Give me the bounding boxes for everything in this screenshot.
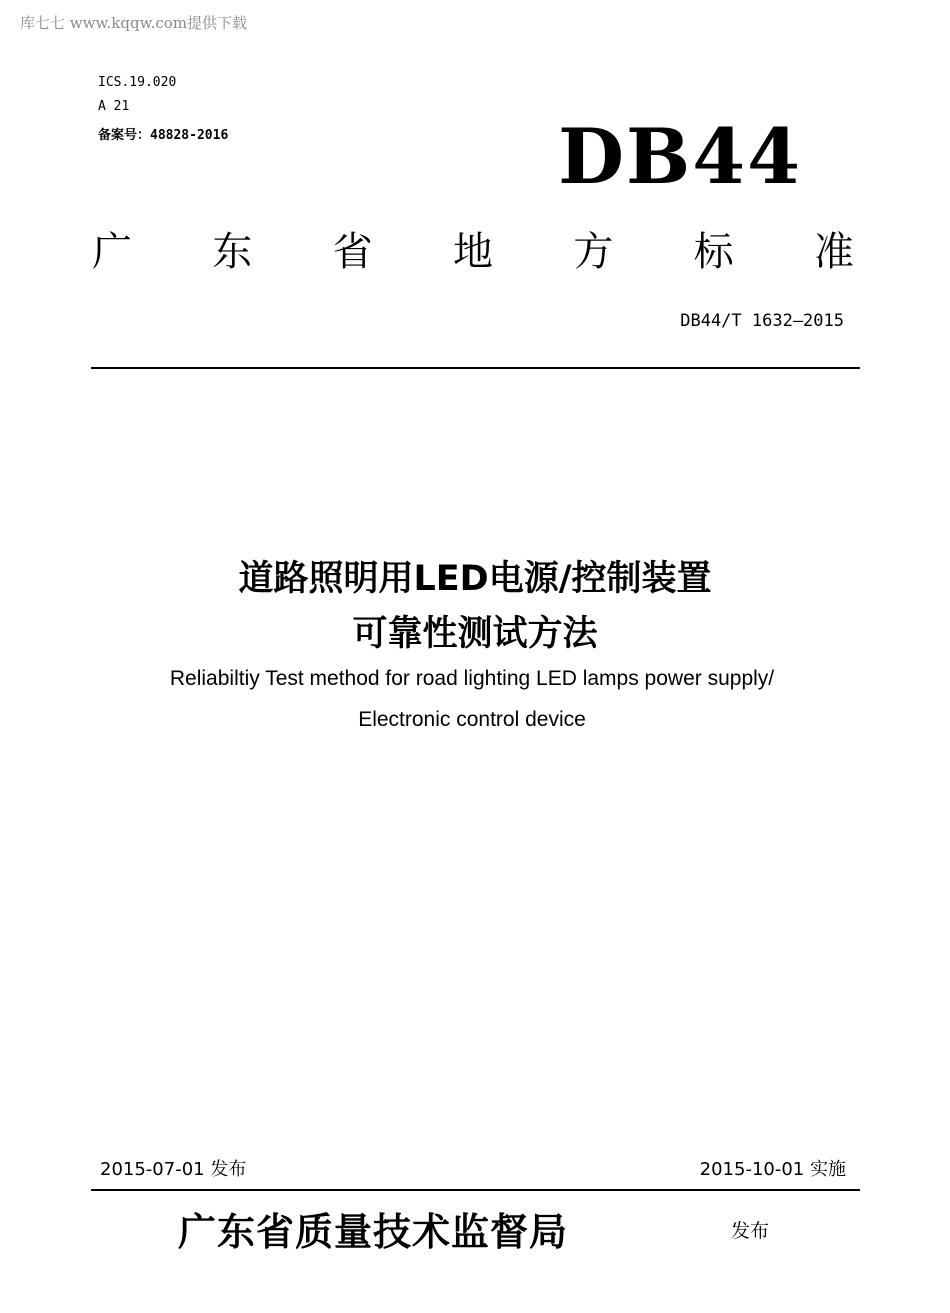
title-en-line2: Electronic control device <box>358 708 586 731</box>
standard-type-char: 准 <box>813 229 854 275</box>
standard-number: DB44/T 1632—2015 <box>680 311 844 331</box>
standard-type-char: 地 <box>452 229 493 275</box>
db-mark: DB44 <box>558 112 802 201</box>
title-en-line1: Reliabiltiy Test method for road lighting LED lamps power supply/ <box>169 667 775 690</box>
standard-type-title <box>92 220 854 277</box>
issuer-suffix: 发布 <box>731 1220 770 1242</box>
title-cn-line1: 道路照明用LED电源/控制装置 <box>238 559 712 599</box>
issuer-name: 广东省质量技术监督局 <box>178 1209 569 1254</box>
watermark-text: 库七七 www.kqqw.com提供下载 <box>20 14 248 32</box>
bottom-divider <box>91 1189 860 1191</box>
standard-type-char: 方 <box>573 229 614 275</box>
standard-type-char: 省 <box>332 229 373 275</box>
record-number: 备案号：48828-2016 <box>98 128 229 143</box>
title-cn-line2: 可靠性测试方法 <box>352 614 598 654</box>
standard-type-char: 东 <box>212 229 253 275</box>
ics-code: ICS.19.020 <box>98 75 177 90</box>
issue-date: 2015-07-01 发布 <box>100 1159 247 1180</box>
standard-type-char: 标 <box>693 229 734 275</box>
classification-code: A 21 <box>98 99 130 114</box>
implementation-date: 2015-10-01 实施 <box>699 1159 846 1180</box>
standard-type-char: 广 <box>92 229 132 275</box>
top-divider <box>91 367 860 369</box>
